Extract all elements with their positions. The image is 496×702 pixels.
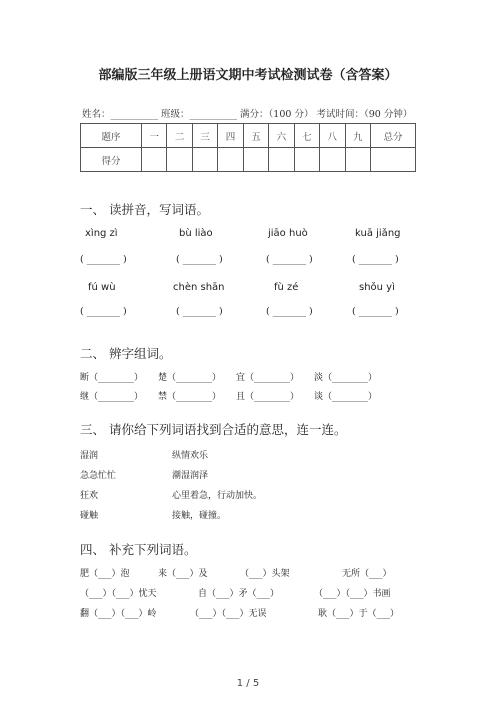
answer-blank[interactable]: ( _______ ) (266, 306, 313, 317)
score-table-header-row (81, 124, 416, 148)
idiom-item[interactable]: 来（___）及 (158, 569, 208, 579)
score-header-cell: 六 (269, 124, 294, 148)
pinyin-item: fù zé (274, 282, 299, 293)
answer-blank[interactable]: ( _______ ) (80, 306, 127, 317)
pinyin-item: xìng zì (85, 228, 118, 239)
score-input-cell[interactable] (142, 148, 167, 172)
answer-blank[interactable]: ( _______ ) (176, 254, 223, 265)
page-number: 1 / 5 (236, 678, 260, 689)
score-table-score-row (81, 148, 416, 172)
score-header-cell: 九 (345, 124, 371, 148)
char-group-item[interactable]: 继（________） (80, 392, 144, 402)
pinyin-item: bù liào (179, 228, 213, 239)
pinyin-item: kuā jiǎng (355, 228, 401, 239)
idiom-item[interactable]: （___）（___）无误 (190, 609, 267, 619)
answer-blank[interactable]: ( _______ ) (80, 254, 127, 265)
idiom-item[interactable]: （___）头架 (240, 569, 290, 579)
score-input-cell[interactable] (192, 148, 217, 172)
pinyin-item: jiāo huò (268, 228, 308, 239)
match-left-item[interactable]: 急急忙忙 (80, 471, 117, 481)
idiom-item[interactable]: （___）（___）书画 (314, 589, 391, 599)
score-header-cell: 四 (218, 124, 243, 148)
document-title: 部编版三年级上册语文期中考试检测试卷（含答案） (98, 68, 398, 83)
match-left-item[interactable]: 碰触 (80, 511, 99, 521)
score-header-cell: 五 (243, 124, 268, 148)
idiom-item[interactable]: 肥（___）泡 (80, 569, 130, 579)
section3-heading: 三、 请你给下列词语找到合适的意思，连一连。 (80, 422, 347, 437)
section1-heading: 一、 读拼音，写词语。 (80, 202, 209, 217)
score-header-cell: 二 (167, 124, 192, 148)
idiom-item[interactable]: 耿（___）于（___） (318, 609, 400, 619)
score-header-cell: 三 (192, 124, 217, 148)
char-group-item[interactable]: 且（________） (236, 392, 300, 402)
idiom-item[interactable]: 自（___）矛（___） (198, 589, 280, 599)
idiom-item[interactable]: 翻（___）（___）岭 (80, 609, 157, 619)
score-table (80, 123, 416, 172)
score-input-cell[interactable] (243, 148, 268, 172)
answer-blank[interactable]: ( _______ ) (266, 254, 313, 265)
score-input-cell[interactable] (167, 148, 192, 172)
score-input-cell[interactable] (294, 148, 319, 172)
score-header-cell: 七 (294, 124, 319, 148)
pinyin-item: chèn shān (173, 282, 225, 293)
section2-heading: 二、 辨字组词。 (80, 346, 172, 361)
score-input-cell[interactable] (320, 148, 345, 172)
score-input-cell[interactable] (345, 148, 371, 172)
score-header-cell: 总分 (371, 124, 416, 148)
pinyin-item: fú wù (88, 282, 116, 293)
char-group-item[interactable]: 宜（________） (236, 373, 300, 383)
score-header-cell: 题序 (81, 124, 142, 148)
score-header-cell: 八 (320, 124, 345, 148)
student-info-line: 姓名：__________ 班级：__________ 满分：（100 分） 考试时间：（90 分钟） (82, 109, 413, 120)
score-input-cell[interactable] (218, 148, 243, 172)
answer-blank[interactable]: ( _______ ) (176, 306, 223, 317)
section4-heading: 四、 补充下列词语。 (80, 542, 197, 557)
match-left-item[interactable]: 湿润 (80, 451, 99, 461)
score-input-cell[interactable] (371, 148, 416, 172)
match-right-item[interactable]: 心里着急，行动加快。 (172, 491, 263, 501)
match-right-item[interactable]: 接触，碰撞。 (172, 511, 227, 521)
score-row-label: 得分 (81, 148, 142, 172)
score-input-cell[interactable] (269, 148, 294, 172)
char-group-item[interactable]: 楚（________） (158, 373, 222, 383)
match-right-item[interactable]: 潮湿润泽 (172, 471, 209, 481)
char-group-item[interactable]: 断（________） (80, 373, 144, 383)
pinyin-item: shǒu yì (359, 282, 395, 293)
score-header-cell: 一 (142, 124, 167, 148)
answer-blank[interactable]: ( _______ ) (352, 254, 399, 265)
match-left-item[interactable]: 狂欢 (80, 491, 99, 501)
idiom-item[interactable]: 无所（___） (342, 569, 392, 579)
answer-blank[interactable]: ( _______ ) (352, 306, 399, 317)
char-group-item[interactable]: 谈（________） (314, 392, 378, 402)
match-right-item[interactable]: 纵情欢乐 (172, 451, 209, 461)
char-group-item[interactable]: 禁（________） (158, 392, 222, 402)
char-group-item[interactable]: 淡（________） (314, 373, 378, 383)
idiom-item[interactable]: （___）（___）忧天 (80, 589, 157, 599)
